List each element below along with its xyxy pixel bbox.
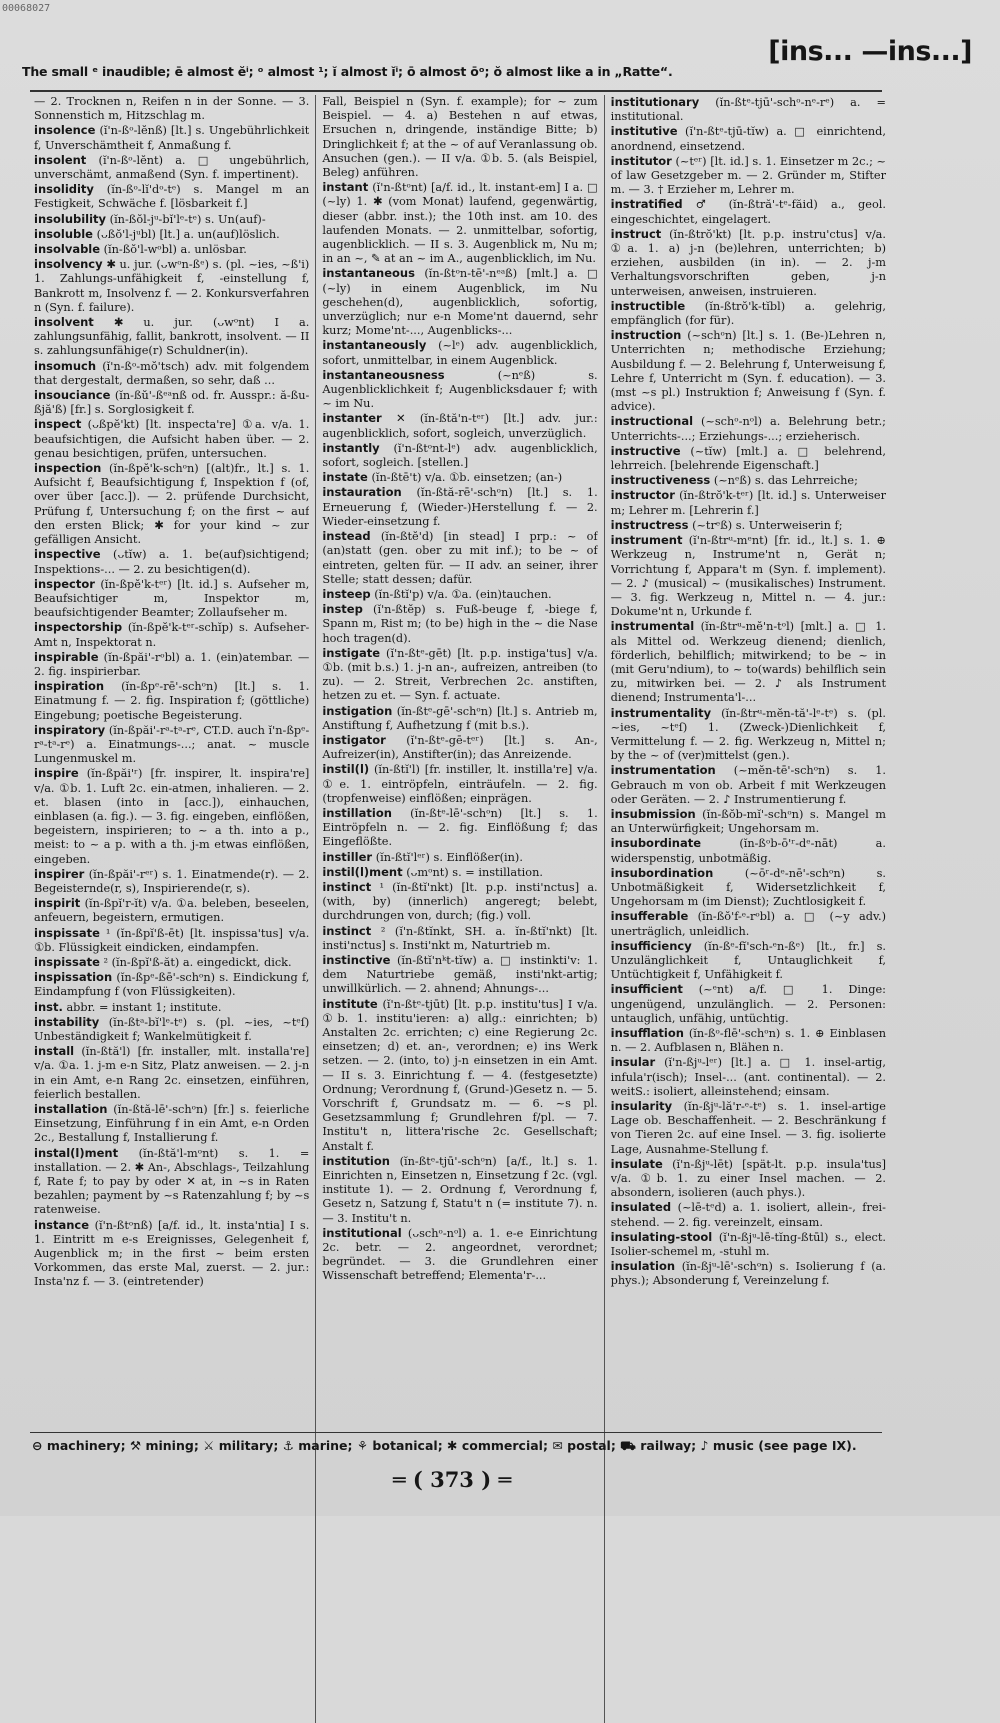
entry-headword: instep xyxy=(322,602,363,617)
entry-headword: instructress xyxy=(610,517,689,532)
dictionary-entry xyxy=(34,970,309,999)
entry-definition: (ĭn-ßjᵘ-lē'-schᵒn) s. Isolierung f (a. phys.); Absonderung f, Vereinzelung f. xyxy=(610,1260,886,1288)
entry-definition: (ĭ'n-ßtᵉ-tjūt) [lt. p.p. institu'tus] I v/a. ①b. 1. institu'ieren: a) allg.: einrichten; b) Anstalten 2c. errichten; c) eine Regierung 2c. einsetzen; d) et. an-, verordnen; e) ins Werk setzen. — 2. (into, to) j-n einsetzen in ein Amt. — II s. 3. Einrichtung f. — 4. (festgesetzte) Ordnung; Verordnung f, (Grund-)Gesetz n. — 5. Vorschrift f, Grundsatz m. — 6. ~s pl. Gesetzsammlung f; Grundlehren f/pl. — 7. Institu't n, littera'rische 2c. Gesellschaft; Anstalt f. xyxy=(322,997,598,1153)
dictionary-entry xyxy=(322,762,597,806)
entry-definition: (ĭn-ßpăi'-rᵉʳ) s. 1. Einatmende(r). — 2. Begeisternde(r, s), Inspirierende(r, s). xyxy=(34,867,310,895)
dictionary-entry xyxy=(34,955,309,970)
entry-headword: instigator xyxy=(322,732,386,747)
dictionary-entry xyxy=(322,180,597,266)
dictionary-entry xyxy=(322,485,597,529)
entry-definition: (ĭ'n-ßtᵉ-tjū-tĭw) a. □ einrichtend, anordnend, einsetzend. xyxy=(610,125,886,153)
entry-definition: (ĭ'n-ßtᵒnt-lᵉ) adv. augenblicklich, sofort, sogleich. [stellen.] xyxy=(322,441,598,470)
dictionary-entry xyxy=(611,488,886,517)
entry-definition: ✕ (ĭn-ßtă'n-tᵉʳ) [lt.] adv. jur.: augenblicklich, sofort, sogleich, unverzüglich. xyxy=(322,412,598,440)
entry-headword: insolvency xyxy=(34,257,103,272)
dictionary-entry xyxy=(34,242,309,257)
entry-headword: insoluble xyxy=(34,226,93,241)
dictionary-entry xyxy=(611,619,886,705)
entry-headword: insolent xyxy=(34,152,87,167)
dictionary-entry xyxy=(34,1015,309,1044)
entry-definition: (ĭn-ßtă-lē'-schᵒn) [fr.] s. feierliche Einsetzung, Einführung f in ein Amt, e-n Orden 2c., Bestallung f, Installierung f. xyxy=(34,1103,310,1145)
entry-definition: (ĭn-ßjᵘ-lă'r-ᵉ-tᵉ) s. 1. insel-artige Lage ob. Beschaffenheit. — 2. Beschränkung f von Tieren 2c. auf eine Insel. — 3. fig. isolierte Lage, Ausnahme-Stellung f. xyxy=(610,1100,886,1156)
dictionary-entry xyxy=(611,124,886,153)
dictionary-entry xyxy=(611,1157,886,1201)
column-divider xyxy=(315,95,316,1723)
entry-definition: (ĭn-ßᵒ-flē'-schᵒn) s. 1. ⊕ Einblasen n. — 2. Aufblasen n, Blähen n. xyxy=(610,1027,886,1055)
entry-headword: instructiveness xyxy=(610,473,711,488)
dictionary-entry xyxy=(34,212,309,227)
entry-headword: institution xyxy=(322,1153,390,1168)
dictionary-entry xyxy=(611,807,886,836)
entry-headword: instantaneousness xyxy=(322,367,445,382)
entry-definition: (ĭn-ßtĭ'p) v/a. ①a. (ein)tauchen. xyxy=(374,587,552,601)
dictionary-entry xyxy=(34,1146,309,1218)
entry-headword: insolvable xyxy=(34,242,101,257)
entry-headword: insomuch xyxy=(34,358,97,373)
entry-headword: instruction xyxy=(610,328,682,343)
entry-definition: (ĭ'n-ßᵒ-mŏ'tsch) adv. mit folgendem that dergestalt, dermaßen, so sehr, daß ... xyxy=(34,359,310,387)
entry-definition: (ĭn-ßtᵒn-tē'-nᵉᵃß) [mlt.] a. □ (~ly) in einem Augenblick, im Nu geschehen(d), augenblicklich, sofortig, unverzüglich; nur e-n Mome'nt dauernd, sehr kurz; Mome'nt-..., Augenblicks-... xyxy=(322,267,598,338)
entry-headword: instiller xyxy=(322,849,373,864)
entry-definition: Fall, Beispiel n (Syn. f. example); for ~ zum Beispiel. — 4. a) Bestehen n auf etwas, Ersuchen n, dringende, inständige Bitte; b) Dringlichkeit f; at the ~ of auf Veranlassung ob. Ansuchen (gen.). — II v/a. ①b. 5. (als Beispiel, Beleg) anführen. xyxy=(322,95,598,180)
guide-word: [ins... —ins...] xyxy=(768,36,972,67)
entry-headword: insolence xyxy=(34,123,96,138)
dictionary-entry xyxy=(34,650,309,679)
entry-definition: (ĭn-ßŏ'f-ᵉ-rᵒbl) a. □ (~y adv.) unerträglich, unleidlich. xyxy=(610,910,886,938)
dictionary-entry xyxy=(611,909,886,938)
entry-headword: insteep xyxy=(322,586,371,601)
entry-headword: instrumentation xyxy=(610,763,716,778)
dictionary-entry xyxy=(322,880,597,924)
dictionary-entry xyxy=(611,706,886,764)
entry-definition: (ĭn-ßtĭ'nᵏt-tĭw) a. □ instinkti'v: 1. dem Naturtriebe gemäß, insti'nkt-artig; unwillkürlich. — 2. ahnend; Ahnungs-... xyxy=(322,953,598,996)
dictionary-entry xyxy=(34,388,309,417)
entry-headword: inspirit xyxy=(34,896,81,911)
entry-definition: (~tĭw) [mlt.] a. □ belehrend, lehrreich. [belehrende Eigenschaft.] xyxy=(610,444,886,473)
entry-headword: institutionary xyxy=(610,95,700,109)
entry-headword: instructor xyxy=(610,488,675,503)
dictionary-entry xyxy=(322,266,597,338)
entry-definition: (ĭn-ßtᵃ-bĭ'lᵉ-tᵉ) s. (pl. ~ies, ~tᵉſ) Unbeständigkeit f; Wankelmütigkeit f. xyxy=(34,1015,310,1043)
entry-headword: insufficient xyxy=(610,982,683,997)
dictionary-entry xyxy=(611,299,886,328)
dictionary-entry xyxy=(322,924,597,953)
dictionary-entry xyxy=(34,461,309,547)
entry-definition: (ᴗschᵒ-nᵒl) a. 1. e-e Einrichtung 2c. betr. — 2. angeordnet, verordnet; begründet. — 3. die Grundlehren einer Wissenschaft betreffend; Elementa'r-... xyxy=(322,1226,598,1283)
entry-definition: (ĭn-ßtă'l) [fr. installer, mlt. installa're] v/a. ①a. 1. j-m e-n Sitz, Platz anweisen. — 2. j-n in ein Amt, e-n Rang 2c. einsetzen, einführen, feierlich bestallen. xyxy=(34,1045,310,1101)
dictionary-entry xyxy=(611,1099,886,1157)
column-divider xyxy=(604,95,605,1723)
entry-definition: (ĭn-ßᵒb-ō'ʳ-dᵉ-nāt) a. widerspenstig, unbotmäßig. xyxy=(610,837,886,865)
pronunciation-legend: The small ᵉ inaudible; ē almost ĕⁱ; ᵒ almost ¹; ĭ almost ĭⁱ; ō almost ōᵒ; ŏ almost like a in „Ratte“. xyxy=(22,64,673,79)
dictionary-entry xyxy=(34,867,309,896)
dictionary-entry xyxy=(611,1230,886,1259)
entry-headword: insulated xyxy=(610,1200,672,1215)
dictionary-entry xyxy=(34,417,309,461)
entry-definition: (ĭ'n-ßᵒ-lĕnß) [lt.] s. Ungebührlichkeit f, Unverschämtheit f, Anmaßung f. xyxy=(34,124,310,152)
entry-headword: inspective xyxy=(34,547,101,562)
entry-headword: instigation xyxy=(322,703,393,718)
entry-headword: instillation xyxy=(322,805,392,820)
entry-headword: institutive xyxy=(610,124,678,139)
dictionary-entry xyxy=(34,547,309,576)
entry-headword: insulating-stool xyxy=(610,1229,713,1244)
dictionary-entry xyxy=(322,338,597,367)
dictionary-entry xyxy=(322,997,597,1154)
entry-definition: (ĭn-ßtᵉ-gē'-schᵒn) [lt.] s. Antrieb m, Anstiftung f, Aufhetzung f (mit b.s.). xyxy=(322,704,598,732)
entry-definition: (ĭn-ßtĕ'd) [in stead] I prp.: ~ of (an)statt (gen. ober zu mit inf.); to be ~ of eintreten, gelten für. — II adv. an seiner, ihrer Stelle; statt dessen; dafür. xyxy=(322,530,598,586)
dictionary-entry xyxy=(611,939,886,983)
entry-headword: instinct xyxy=(322,923,372,938)
dictionary-entry xyxy=(34,896,309,925)
entry-definition: ✱ u. jur. (ᴗwᵒn-ßᵉ) s. (pl. ~ies, ~ß'i) 1. Zahlungs-unfähigkeit f, -einstellung f, Bankrott m, Insolvenz f. — 2. Konkursverfahren n (Syn. f. failure). xyxy=(34,258,310,314)
entry-definition: (ĭn-ßtĭ'lᵉʳ) s. Einflößer(in). xyxy=(375,850,523,864)
entry-headword: inspire xyxy=(34,766,79,781)
dictionary-entry xyxy=(34,359,309,388)
entry-definition: (~mĕn-tē'-schᵒn) s. 1. Gebrauch m von ob. Arbeit f mit Werkzeugen oder Geräten. — 2. ♪ Instrumentierung f. xyxy=(610,764,886,806)
entry-definition: (ĭn-ßŏb-mĭ'-schᵒn) s. Mangel m an Unterwürfigkeit; Ungehorsam m. xyxy=(610,807,886,836)
entry-definition: (~tᵉʳ) [lt. id.] s. 1. Einsetzer m 2c.; ~ of law Gesetzgeber m. — 2. Gründer m, Stifter m. — 3. † Erzieher m, Lehrer m. xyxy=(610,154,886,197)
entry-definition: (ĭ'n-ßtᵉ-gēt) [lt. p.p. instiga'tus] v/a. ①b. (mit b.s.) 1. j-n an-, aufreizen, antreiben (to zu). — 2. Streit, Verbrechen 2c. anstiften, hetzen zu et. — Syn. f. actuate. xyxy=(322,646,598,703)
entry-headword: instability xyxy=(34,1014,100,1029)
entry-definition: (ĭn-ßᵒ-lĭ'dᵒ-tᵉ) s. Mangel m an Festigkeit, Schwäche f. [lösbarkeit f.] xyxy=(34,183,310,211)
entry-headword: insolidity xyxy=(34,182,94,197)
entry-headword: instinctive xyxy=(322,952,391,967)
entry-definition: (ĭ'n-ßtᵒnß) [a/f. id., lt. insta'ntia] I s. 1. Eintritt m e-s Ereignisses, Gelegenheit f, Augenblick m; in the first ~ beim ersten Vorkommen, das erste Mal, zuerst. — 2. jur.: Insta'nz f. — 3. (eintretender) xyxy=(34,1218,310,1289)
entry-headword: inspect xyxy=(34,417,82,432)
page-header xyxy=(22,36,972,92)
entry-definition: (~lᵉ) adv. augenblicklich, sofort, unmittelbar, in einem Augenblick. xyxy=(322,339,598,367)
entry-headword: instal(l)ment xyxy=(34,1145,119,1160)
dictionary-entry xyxy=(322,865,597,880)
dictionary-entry xyxy=(611,154,886,198)
entry-headword: inspissation xyxy=(34,970,113,985)
entry-headword: insubordination xyxy=(610,865,714,880)
dictionary-entry xyxy=(322,602,597,646)
dictionary-entry xyxy=(322,470,597,485)
dictionary-entry xyxy=(322,529,597,587)
entry-definition: (ĭn-ßpĭ'r-ĭt) v/a. ①a. beleben, beseelen, anfeuern, begeistern, ermutigen. xyxy=(34,897,310,925)
column-right xyxy=(611,95,886,1723)
entry-definition: (ĭn-ßpĕ'k-schᵒn) [(alt)fr., lt.] s. 1. Aufsicht f, Beaufsichtigung f, Inspektion f (of, over über [acc.]). — 2. prüfende Durchsicht, Prüfung f, Untersuchung f; on the first ~ auf den ersten Blick; ✱ for your kind ~ zur gefälligen Ansicht. xyxy=(34,462,310,547)
entry-definition: (ĭn-ßtē't) v/a. ①b. einsetzen; (an-) xyxy=(371,471,563,485)
entry-definition: (ĭn-ßŏ'l-wᵒbl) a. unlösbar. xyxy=(103,243,247,257)
entry-headword: instant xyxy=(322,180,369,195)
dictionary-entry xyxy=(611,197,886,226)
entry-headword: inspissate xyxy=(34,925,100,940)
dictionary-entry xyxy=(34,123,309,152)
dictionary-entry xyxy=(322,441,597,470)
entry-definition: (ĭn-ßtrŏ'k-tᵉʳ) [lt. id.] s. Unterweiser m; Lehrer m. [Lehrerin f.] xyxy=(610,489,886,517)
dictionary-entry xyxy=(611,866,886,910)
entry-definition: (ᴗmᵒnt) s. = instillation. xyxy=(406,865,543,879)
entry-definition: (ĭ'n-ßtᵒnt) [a/f. id., lt. instant-em] I a. □ (~ly) 1. ✱ (vom Monat) laufend, gegenwärtig, dieser (abbr. inst.); the 10th inst. am 10. des laufenden Monats. — 2. unmittelbar, sofortig, augenblicklich. — II s. 3. Augenblick m, Nu m; in an ~, ✎ at an ~ im A., augenblicklich, im Nu. xyxy=(322,181,598,266)
dictionary-entry xyxy=(322,587,597,602)
entry-definition: (ĭ'n-ßjᵘ-lᵉʳ) [lt.] a. □ 1. insel-artig, infula'r(isch); Insel-... (ant. continental). — 2. weitS.: isoliert, alleinstehend; einsam. xyxy=(610,1056,886,1098)
dictionary-entry xyxy=(322,1226,597,1284)
dictionary-entry xyxy=(611,95,886,124)
dictionary-entry xyxy=(34,620,309,649)
entry-definition: ¹ (ĭn-ßtĭ'nkt) [lt. p.p. insti'nctus] a. (with, by) (innerlich) angeregt; belebt, durchdrungen von, durch; (fig.) voll. xyxy=(322,880,598,923)
entry-definition: (ĭn-ßtᵉ-tjū'-schᵒn) [a/f., lt.] s. 1. Einrichten n, Einsetzen n, Einsetzung f 2c. (vgl. institute 1). — 2. Ordnung f, Verordnung f, Gesetz n, Satzung f, Statu't n (= institute 7). n. — 3. Institu't n. xyxy=(322,1154,598,1225)
entry-definition: (ᴗßŏ'l-jᵘbl) [lt.] a. un(auf)löslich. xyxy=(96,227,280,241)
entry-headword: instantaneously xyxy=(322,338,427,353)
entry-definition: (ĭn-ßpăi'ʳ) [fr. inspirer, lt. inspira're] v/a. ①b. 1. Luft 2c. ein-atmen, inhalieren. — 2. et. blasen (into in [acc.]), einhauchen, einblasen (a. fig.). — 3. fig. eingeben, einflößen, begeistern, inspirieren; to ~ a th. into a p., meist: to ~ a p. with a th. j-m etwas einflößen, eingeben. xyxy=(34,767,310,866)
entry-headword: insolubility xyxy=(34,211,107,226)
entry-definition: (ᴗßpĕ'kt) [lt. inspecta're] ①a. v/a. 1. beaufsichtigen, die Aufsicht haben über. — 2. genau besichtigen, prüfen, untersuchen. xyxy=(34,418,310,460)
dictionary-entry xyxy=(34,1000,309,1015)
entry-definition: (ĭn-ßŏl-jᵘ-bĭ'lᵉ-tᵉ) s. Un(auf)- xyxy=(109,212,266,226)
entry-definition: (ĭn-ßᵉ-fĭ'sch-ᵉn-ßᵉ) [lt., fr.] s. Unzulänglichkeit f, Untauglichkeit f, Untüchtigkeit f, Unfähigkeit f. xyxy=(610,939,886,982)
entry-headword: instead xyxy=(322,529,371,544)
entry-headword: instil(l)ment xyxy=(322,864,403,879)
dictionary-entry xyxy=(322,806,597,850)
dictionary-entry xyxy=(34,227,309,242)
entry-headword: insulation xyxy=(610,1259,676,1274)
dictionary-entry xyxy=(611,1259,886,1288)
entry-definition: ² (ĭ'n-ßtĭnkt, SH. a. ĭn-ßtĭ'nkt) [lt. insti'nctus] s. Insti'nkt m, Naturtrieb m. xyxy=(322,924,598,952)
entry-definition: (ĭn-ßpĕ'k-tᵉʳ-schĭp) s. Aufseher-Amt n, Inspektorat n. xyxy=(34,621,310,649)
entry-headword: inspector xyxy=(34,576,95,591)
entry-definition: (ĭn-ßtă-rē'-schᵒn) [lt.] s. 1. Erneuerung f, (Wieder-)Herstellung f. — 2. Wieder-einsetzung f. xyxy=(322,486,598,528)
dictionary-entry xyxy=(322,95,597,180)
entry-headword: instigate xyxy=(322,645,381,660)
entry-headword: inspection xyxy=(34,461,102,476)
dictionary-entry xyxy=(34,315,309,359)
entry-definition: (ĭn-ßpᵉ-rē'-schᵒn) [lt.] s. 1. Einatmung f. — 2. fig. Inspiration f; (göttliche) Eingebung; poetische Begeisterung. xyxy=(34,680,310,722)
entry-headword: inspectorship xyxy=(34,620,123,635)
entry-headword: inspiration xyxy=(34,679,105,694)
entry-headword: instructional xyxy=(610,414,694,429)
dictionary-entry xyxy=(611,1200,886,1229)
dictionary-entry xyxy=(611,1055,886,1099)
symbol-legend: ⊖ machinery; ⚒ mining; ⚔ military; ⚓ marine; ⚘ botanical; ✱ commercial; ✉ postal; ⛟ railway; ♪ music (see page IX). xyxy=(32,1438,857,1453)
entry-headword: inspiratory xyxy=(34,722,106,737)
page-id: 00068027 xyxy=(2,3,51,14)
entry-headword: instate xyxy=(322,470,368,485)
entry-headword: institutional xyxy=(322,1225,402,1240)
entry-headword: instrumental xyxy=(610,619,695,634)
entry-definition: (~ᵉnt) a/f. □ 1. Dinge: ungenügend, unzulänglich. — 2. Personen: untauglich, unfähig, untüchtig. xyxy=(610,983,886,1025)
entry-headword: instauration xyxy=(322,485,402,500)
dictionary-entry xyxy=(322,953,597,997)
entry-definition: (ĭn-ßtrᵘ-mĕn-tă'-lᵉ-tᵉ) s. (pl. ~ies, ~tᵉſ) 1. (Zweck-)Dienlichkeit f, Vermittelung f. — 2. fig. Werkzeug n, Mittel n; by the ~ of (ver)mittelst (gen.). xyxy=(610,706,886,763)
dictionary-entry xyxy=(34,577,309,621)
dictionary-entry xyxy=(611,1026,886,1055)
footer-rule xyxy=(30,1432,882,1433)
entry-headword: instrument xyxy=(610,533,683,548)
entry-definition: (ĭ'n-ßjᵘ-lēt) [spät-lt. p.p. insula'tus] v/a. ①b. 1. zu einer Insel machen. — 2. absondern, isolieren (auch phys.). xyxy=(610,1157,886,1200)
dictionary-entry xyxy=(611,518,886,533)
entry-definition: — 2. Trocknen n, Reifen n in der Sonne. — 3. Sonnenstich m, Hitzschlag m. xyxy=(34,95,310,123)
dictionary-entry xyxy=(322,368,597,412)
entry-headword: instance xyxy=(34,1217,90,1232)
entry-definition: abbr. = instant 1; institute. xyxy=(66,1000,222,1014)
dictionary-entry xyxy=(322,704,597,733)
dictionary-entry xyxy=(322,733,597,762)
entry-headword: instructive xyxy=(610,443,681,458)
entry-definition: (~trᵉß) s. Unterweiserin f; xyxy=(692,518,843,532)
entry-definition: (ĭn-ßpăi'-rᵒbl) a. 1. (ein)atembar. — 2. fig. inspirierbar. xyxy=(34,650,310,678)
dictionary-entry xyxy=(34,1218,309,1290)
entry-headword: insularity xyxy=(610,1099,673,1114)
entry-definition: (ᴗtĭw) a. 1. be(auf)sichtigend; Inspektions-... — 2. zu besichtigen(d). xyxy=(34,548,310,576)
entry-definition: (ĭn-ßŭ'-ßᵉᵃnß od. fr. Ausspr.: ă-ßu-ßjă'ß) [fr.] s. Sorglosigkeit f. xyxy=(34,389,310,417)
entry-definition: (ĭn-ßtĭ'l) [fr. instiller, lt. instilla're] v/a. ①e. 1. eintröpfeln, einträufeln. — 2. fig. (tropfenweise) einflößen; einprägen. xyxy=(322,763,598,805)
entry-definition: (~nᵉß) s. Augenblicklichkeit f; Augenblicksdauer f; with ~ im Nu. xyxy=(322,368,598,411)
entry-headword: inst. xyxy=(34,999,63,1014)
entry-headword: insulate xyxy=(610,1156,663,1171)
entry-headword: instrumentality xyxy=(610,705,712,720)
entry-headword: instinct xyxy=(322,879,372,894)
dictionary-entry xyxy=(611,836,886,865)
entry-headword: installation xyxy=(34,1102,108,1117)
dictionary-entry xyxy=(34,95,309,123)
dictionary-entry xyxy=(34,1044,309,1102)
entry-definition: (~schᵒ-nᵒl) a. Belehrung betr.; Unterrichts-...; Erziehungs-...; erzieherisch. xyxy=(610,415,886,443)
entry-headword: inspirer xyxy=(34,866,85,881)
entry-definition: (ĭn-ßpĕ'k-tᵉʳ) [lt. id.] s. Aufseher m, Beaufsichtiger m, Inspektor m, beaufsichtigender Beamter; Zollaufseher m. xyxy=(34,577,310,620)
entry-definition: (~ōʳ-dᵉ-nē'-schᵒn) s. Unbotmäßigkeit f, Widersetzlichkeit f, Ungehorsam m (im Dienst); Zuchtlosigkeit f. xyxy=(610,866,886,909)
dictionary-entry xyxy=(322,646,597,704)
entry-headword: instantaneous xyxy=(322,266,415,281)
entry-definition: (ĭn-ßpăi'-rᵃ-tᵃ-rᵉ, CT.D. auch ĭ'n-ßpᵉ-rᵃ-tᵃ-rᵉ) a. Einatmungs-...; anat. ~ muscle Lungenmuskel m. xyxy=(34,723,310,766)
entry-definition: ✱ u. jur. (ᴗwᵒnt) I a. zahlungsunfähig, fallit, bankrott, insolvent. — II s. zahlungsunfähige(r) Schuldner(in). xyxy=(34,316,310,358)
page-number: ═ ( 373 ) ═ xyxy=(392,1467,512,1492)
entry-headword: instructible xyxy=(610,298,686,313)
entry-headword: insular xyxy=(610,1055,656,1070)
entry-definition: (ĭn-ßtᵉ-tjū'-schᵒ-nᵉ-rᵉ) a. = institutional. xyxy=(610,96,886,124)
entry-definition: (~nᵉß) s. das Lehrreiche; xyxy=(713,474,858,488)
entry-headword: instruct xyxy=(610,226,662,241)
dictionary-entry xyxy=(34,679,309,723)
entry-definition: ♂ (ĭn-ßtră'-tᵉ-făid) a., geol. eingeschichtet, eingelagert. xyxy=(610,198,886,226)
entry-definition: (ĭn-ßpᵉ-ßē'-schᵒn) s. Eindickung f, Eindampfung f (von Flüssigkeiten). xyxy=(34,971,310,999)
entry-headword: inspirable xyxy=(34,649,99,664)
dictionary-entry xyxy=(34,766,309,866)
dictionary-entry xyxy=(611,473,886,488)
dictionary-entry xyxy=(34,723,309,767)
entry-headword: insufficiency xyxy=(610,938,692,953)
entry-definition: (ĭn-ßtrŏ'kt) [lt. p.p. instru'ctus] v/a. ①a. 1. a) j-n (be)lehren, unterrichten; b) erziehen, ausbilden (in in). — 2. j-m Verhaltungsvorschriften geben, j-n unterweisen, anweisen, instruieren. xyxy=(610,227,886,298)
dictionary-entry xyxy=(611,328,886,414)
entry-headword: insouciance xyxy=(34,388,111,403)
dictionary-entry xyxy=(34,257,309,315)
dictionary-entry xyxy=(611,444,886,473)
dictionary-entry xyxy=(611,763,886,807)
entry-headword: install xyxy=(34,1044,75,1059)
column-left xyxy=(34,95,309,1723)
dictionary-entry xyxy=(34,153,309,182)
header-rule xyxy=(30,90,882,92)
entry-headword: insubmission xyxy=(610,806,696,821)
dictionary-entry xyxy=(322,850,597,865)
entry-headword: insolvent xyxy=(34,315,94,330)
entry-definition: (ĭ'n-ßjᵘ-lē-tĭng-ßtūl) s., elect. Isolier-schemel m, -stuhl m. xyxy=(610,1230,886,1259)
dictionary-entry xyxy=(611,227,886,299)
entry-headword: insufferable xyxy=(610,909,689,924)
entry-definition: (ĭn-ßtă'l-mᵒnt) s. 1. = installation. — 2. ✱ An-, Abschlags-, Teilzahlung f, Rate f; to pay by oder ✕ at, in ~s in Raten bezahlen; payment by ~s Ratenzahlung f; by ~s ratenweise. xyxy=(34,1146,310,1217)
entry-definition: ¹ (ĭn-ßpĭ'ß-ēt) [lt. inspissa'tus] v/a. ①b. Flüssigkeit eindicken, eindampfen. xyxy=(34,926,310,954)
dictionary-entry xyxy=(34,182,309,211)
entry-definition: ² (ĭn-ßpĭ'ß-ăt) a. eingedickt, dick. xyxy=(103,955,292,969)
entry-definition: (ĭ'n-ßtᵉ-gē-tᵉʳ) [lt.] s. An-, Aufreizer(in), Anstifter(in); das Anreizende. xyxy=(322,733,598,762)
dictionary-entry xyxy=(322,411,597,440)
dictionary-entry xyxy=(611,982,886,1026)
entry-definition: (ĭn-ßtrᵘ-mĕ'n-tᵒl) [mlt.] a. □ 1. als Mittel od. Werkzeug dienend; dienlich, förderlich, behilflich; mitwirkend; to be ~ in (mit Geru'ndium), to ~ to(wards) behilflich sein zu, mitwirken bei. — 2. ♪ als Instrument dienend; Instrumenta'l-... xyxy=(610,620,886,705)
entry-headword: institute xyxy=(322,996,378,1011)
entry-definition: (~schᵒn) [lt.] s. 1. (Be-)Lehren n, Unterrichten n; methodische Erziehung; Ausbildung f. — 2. Belehrung f, Unterweisung f, Lehre f, Unterricht m (Syn. f. education). — 3. (mst ~s pl.) Instruktion f; Anweisung f (Syn. f. advice). xyxy=(610,329,886,414)
entry-headword: inspissate xyxy=(34,954,100,969)
entry-definition: (~lē-tᵉd) a. 1. isoliert, allein-, frei-stehend. — 2. fig. vereinzelt, einsam. xyxy=(610,1201,886,1229)
entry-headword: insubordinate xyxy=(610,836,702,851)
entry-headword: instil(l) xyxy=(322,762,370,777)
entry-headword: instratified xyxy=(610,197,683,212)
entry-headword: institutor xyxy=(610,153,672,168)
entry-definition: (ĭ'n-ßtĕp) s. Fuß-beuge f, -biege f, Spann m, Rist m; (to be) high in the ~ die Nase hoch tragen(d). xyxy=(322,603,598,645)
dictionary-entry xyxy=(611,414,886,443)
entry-definition: (ĭn-ßtᵉ-lē'-schᵒn) [lt.] s. 1. Eintröpfeln n. — 2. fig. Einflößung f; das Eingeflößte. xyxy=(322,806,598,849)
dictionary-entry xyxy=(611,533,886,619)
entry-headword: instantly xyxy=(322,440,380,455)
entry-definition: (ĭ'n-ßᵒ-lĕnt) a. □ ungebührlich, unverschämt, anmaßend (Syn. f. impertinent). xyxy=(34,153,310,182)
dictionary-entry xyxy=(34,1102,309,1146)
dictionary-entry xyxy=(34,926,309,955)
entry-definition: (ĭn-ßtrŏ'k-tĭbl) a. gelehrig, empfänglich (for für). xyxy=(610,299,886,328)
entry-headword: instanter xyxy=(322,411,382,426)
entry-definition: (ĭ'n-ßtrᵘ-mᵉnt) [fr. id., lt.] s. 1. ⊕ Werkzeug n, Instrume'nt n, Gerät n; Vorrichtung f, Appara't m (Syn. f. implement). — 2. ♪ (musical) ~ (musikalisches) Instrument. — 3. fig. Werkzeug n, Mittel n. — 4. jur.: Dokume'nt n, Urkunde f. xyxy=(610,534,886,619)
entry-headword: insufflation xyxy=(610,1026,684,1040)
dictionary-entry xyxy=(322,1154,597,1226)
